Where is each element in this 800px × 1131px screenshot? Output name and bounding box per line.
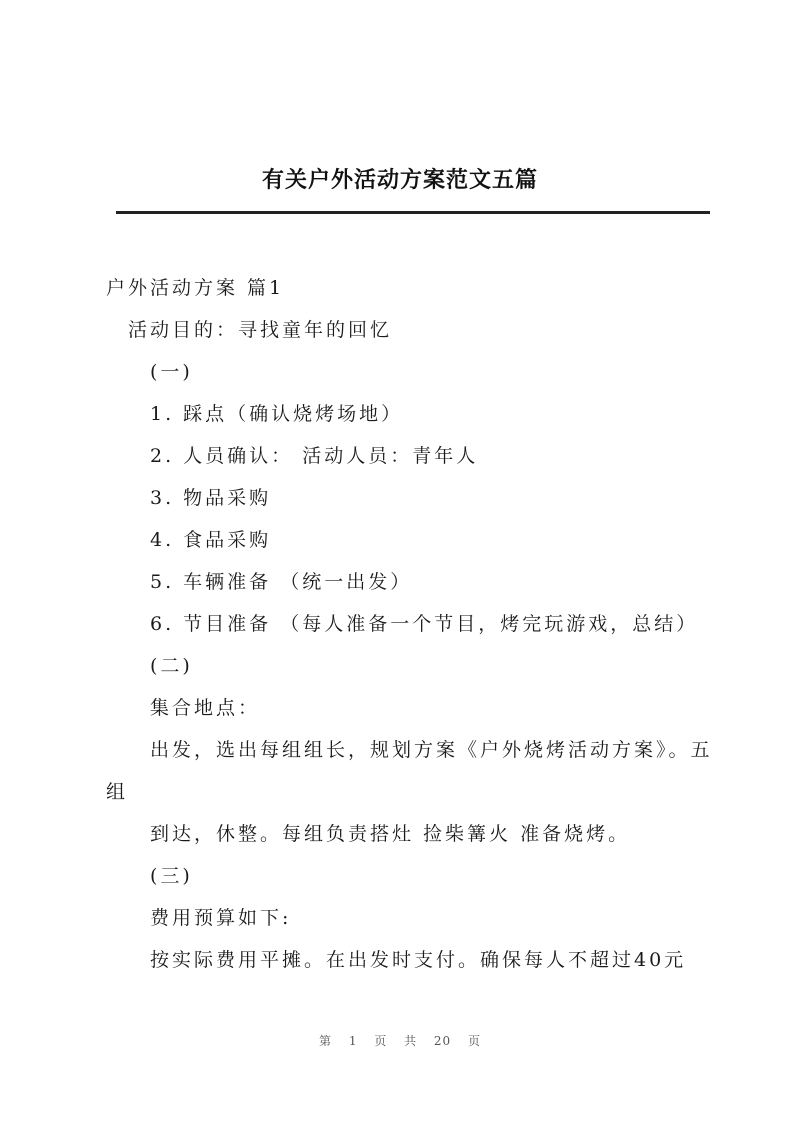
part-two-marker: (二) [150,655,193,677]
list-item: 3. 物品采购 [150,487,272,509]
document-title: 有关户外活动方案范文五篇 [261,168,538,193]
part-one-marker: (一) [150,361,193,383]
list-item: 5. 车辆准备 （统一出发） [150,571,413,593]
budget-text: 按实际费用平摊。在出发时支付。确保每人不超过40元 [150,949,687,971]
list-item: 6. 节目准备 （每人准备一个节目，烤完玩游戏，总结） [150,613,699,635]
list-item: 1. 踩点（确认烧烤场地） [150,403,404,425]
plan-paragraph-line: 组 [106,781,129,803]
list-item: 2. 人员确认： 活动人员：青年人 [150,445,479,467]
budget-heading: 费用预算如下: [150,907,292,929]
plan-paragraph-line: 到达，休整。每组负责搭灶 捡柴篝火 准备烧烤。 [150,823,631,845]
part-three-marker: (三) [150,865,193,887]
page-number-footer: 第 1 页 共 20 页 [319,1034,481,1048]
list-item: 4. 食品采购 [150,529,272,551]
meeting-place-label: 集合地点： [150,697,261,719]
section-heading: 户外活动方案 篇1 [106,277,285,299]
activity-purpose: 活动目的：寻找童年的回忆 [128,319,393,341]
plan-paragraph-line: 出发，选出每组组长，规划方案《户外烧烤活动方案》。五 [150,739,713,761]
title-divider [116,211,710,214]
